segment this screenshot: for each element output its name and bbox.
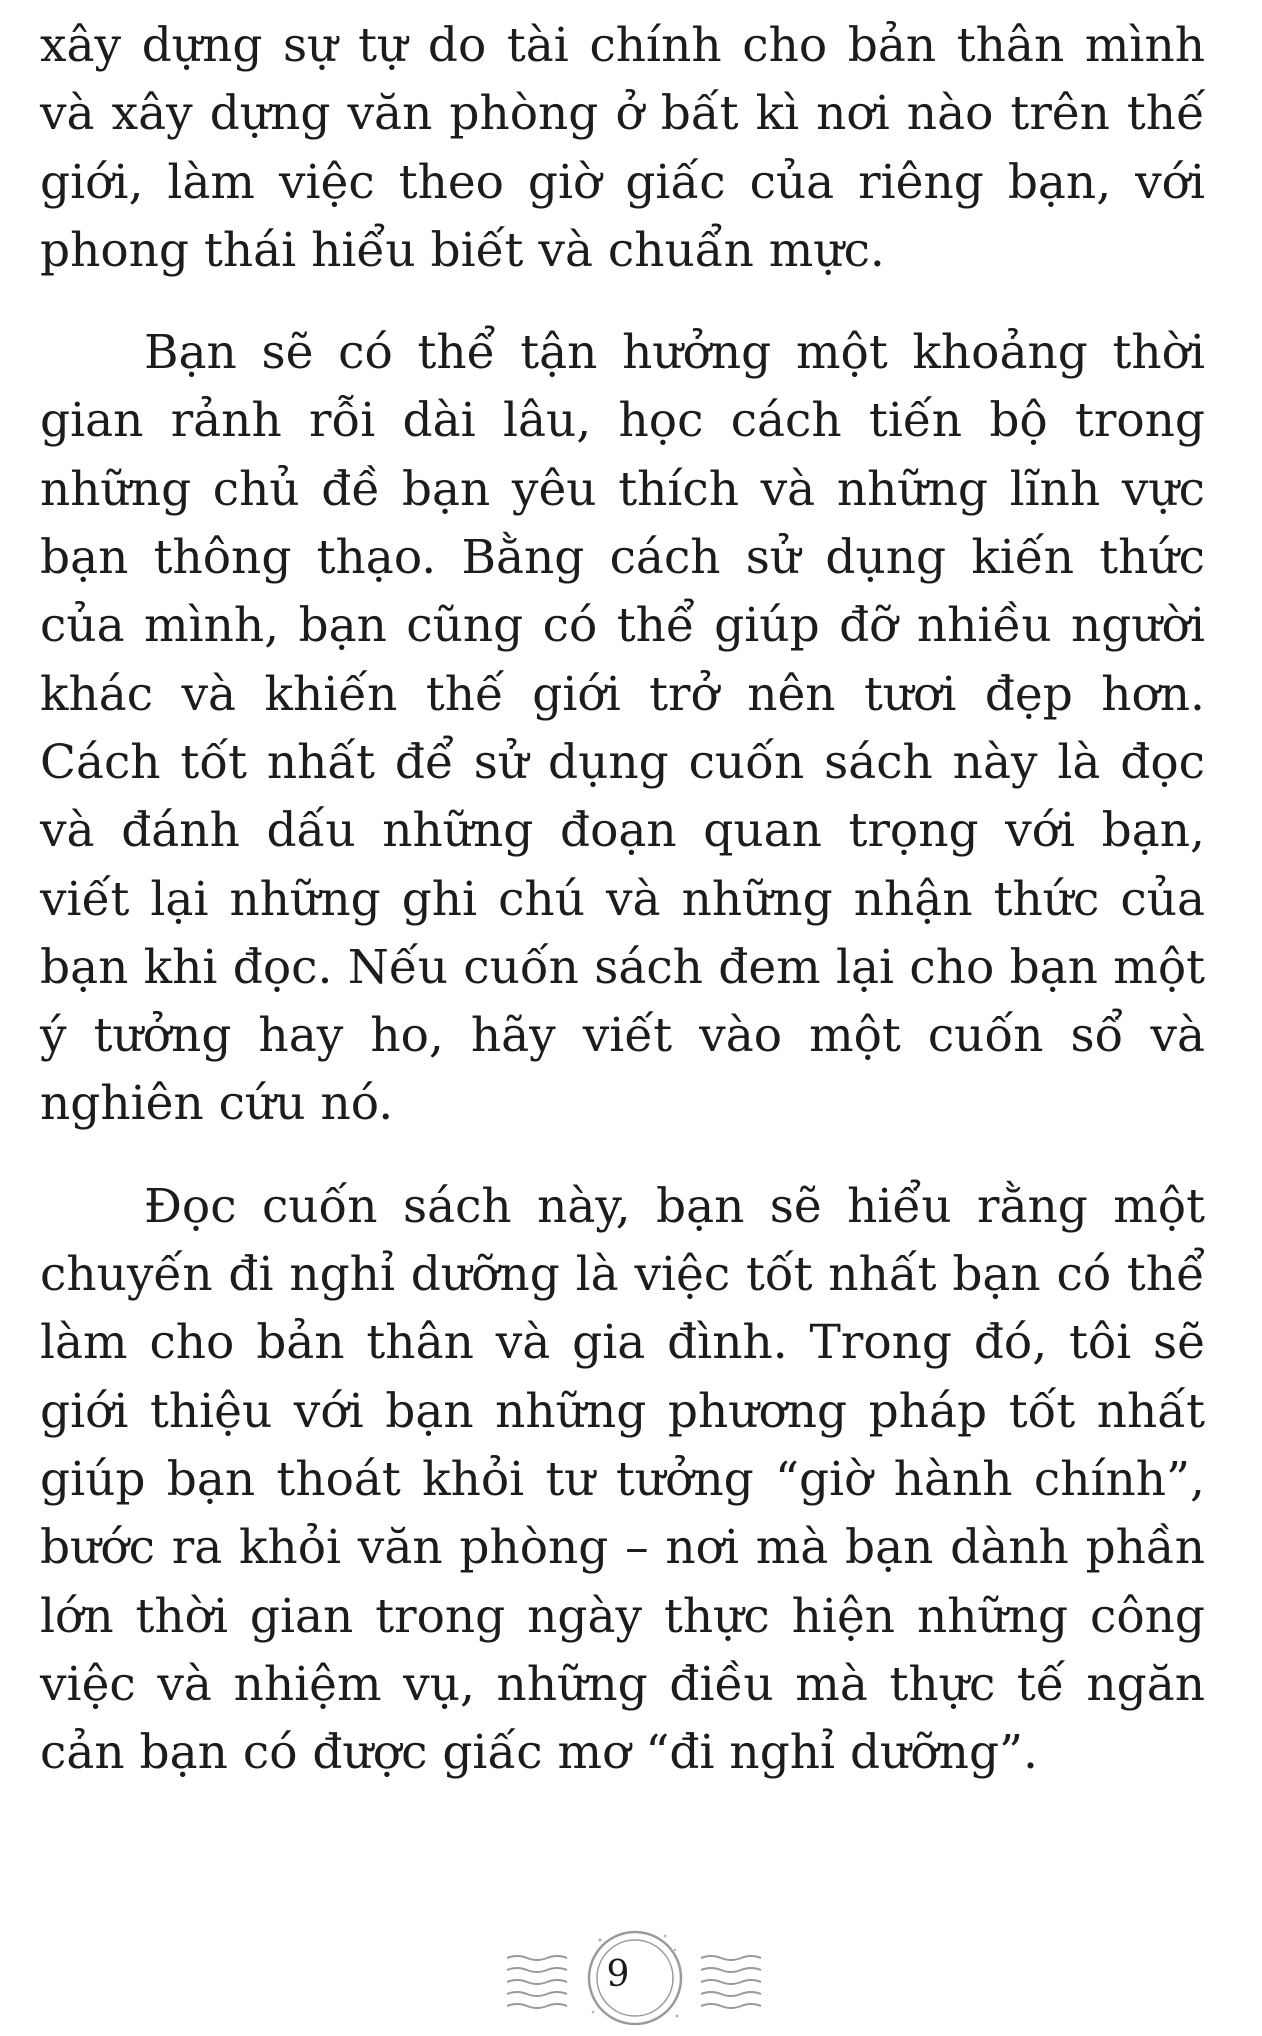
page-footer bbox=[0, 1920, 1262, 2030]
page-number: 9 bbox=[606, 1954, 630, 1995]
paragraph-2: Bạn sẽ có thể tận hưởng một khoảng thời gian rảnh rỗi dài lâu, học cách tiến bộ trong những chủ đề bạn yêu thích và những lĩnh vực bạn thông thạo. Bằng cách sử dụng kiến thức của mình, bạn cũng có thể giúp đỡ nhiều người khác và khiến thế giới trở nên tươi đẹp hơn. Cách tốt nhất để sử dụng cuốn sách này là đọc và đánh dấu những đoạn quan trọng với bạn, viết lại những ghi chú và những nhận thức của bạn khi đọc. Nếu cuốn sách đem lại cho bạn một ý tưởng hay ho, hãy viết vào một cuốn sổ và nghiên cứu nó. bbox=[40, 325, 1205, 1132]
book-page-body bbox=[40, 12, 1205, 1787]
paragraph-continued: xây dựng sự tự do tài chính cho bản thân mình và xây dựng văn phòng ở bất kì nơi nào trên thế giới, làm việc theo giờ giấc của riêng bạn, với phong thái hiểu biết và chuẩn mực. bbox=[40, 18, 1205, 278]
paragraph-3: Đọc cuốn sách này, bạn sẽ hiểu rằng một chuyến đi nghỉ dưỡng là việc tốt nhất bạn có thể làm cho bản thân và gia đình. Trong đó, tôi sẽ giới thiệu với bạn những phương pháp tốt nhất giúp bạn thoát khỏi tư tưởng “giờ hành chính”, bước ra khỏi văn phòng – nơi mà bạn dành phần lớn thời gian trong ngày thực hiện những công việc và nhiệm vụ, những điều mà thực tế ngăn cản bạn có được giấc mơ “đi nghỉ dưỡng”. bbox=[40, 1178, 1205, 1781]
